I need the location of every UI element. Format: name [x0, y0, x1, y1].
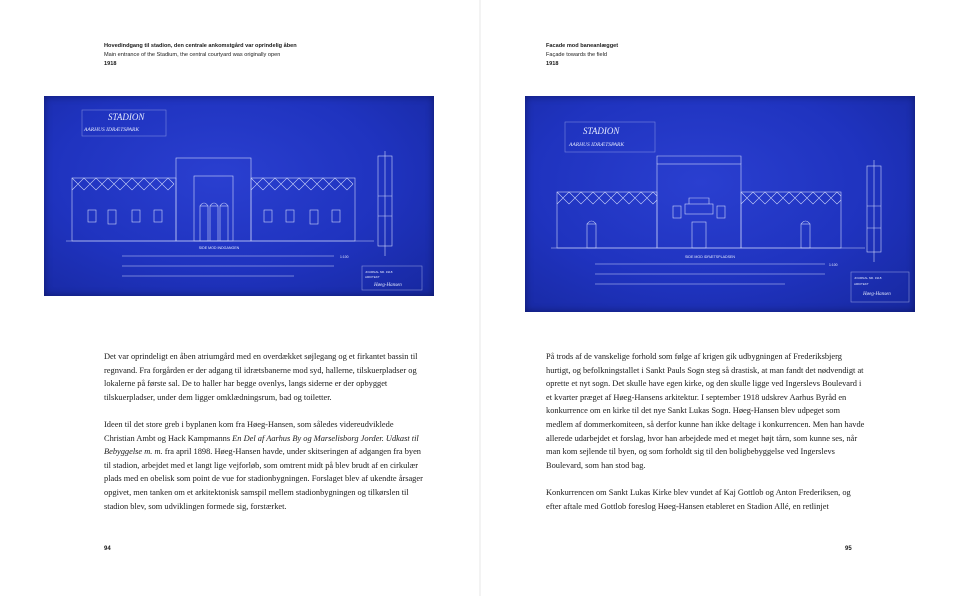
right-blueprint-scale: 1:100	[829, 263, 838, 267]
left-paragraph-2-text-b: fra april 1898. Høeg-Hansen havde, under skitseringen af adgangen fra byen til stadion, arbejdet med et langt lige vejforløb, som omtrent midt på blev brudt af en cirkulær plads med en obelisk som point de vue for stadionbygningen. Forslaget blev af ukendte årsager opgivet, men tanken om et arkitektonisk samspil mellem stadionbygningen og tilkørslen til stadion blev, som udviklingen formede sig, forstærket.	[104, 447, 423, 511]
left-blueprint-drawing	[44, 96, 434, 296]
left-caption	[104, 42, 297, 69]
left-blueprint-title: STADION	[108, 112, 145, 122]
right-page-number: 95	[845, 546, 852, 552]
left-blueprint-stamp-2: ARKITEKT	[365, 275, 380, 279]
right-caption	[546, 42, 618, 69]
left-paragraph-2	[104, 418, 426, 513]
left-blueprint-stamp-1: JOURNAL NR. 1918	[365, 270, 393, 274]
left-paragraph-2-book-title: En Del af Aarhus By og Marselisborg Jorder. Udkast til Bebyggelse m. m.	[104, 433, 419, 457]
left-blueprint-signature: Høeg-Hansen	[374, 283, 402, 288]
left-body-text	[104, 350, 426, 527]
right-caption-subtitle: Façade towards the field	[546, 52, 607, 58]
right-blueprint-elevation-label: SIDE MOD IDRÆTSPLADSEN	[685, 255, 735, 259]
right-page	[480, 0, 960, 596]
left-caption-year: 1918	[104, 61, 117, 67]
right-blueprint-stamp-1: JOURNAL NR. 1918	[854, 276, 882, 280]
right-caption-year: 1918	[546, 61, 559, 67]
right-blueprint-image	[525, 96, 915, 312]
left-blueprint-scale: 1:100	[340, 255, 349, 259]
left-blueprint-elevation-label: SIDE MOD INDGANGEN	[198, 246, 240, 250]
right-blueprint-stamp-2: ARKITEKT	[854, 282, 869, 286]
right-body-text	[546, 350, 866, 527]
left-caption-title: Hovedindgang til stadion, den centrale ankomstgård var oprindelig åben	[104, 43, 297, 49]
right-paragraph-1: På trods af de vanskelige forhold som følge af krigen gik udbygningen af Frederiksbjerg hurtigt, og befolkningstallet i Sankt Pauls Sogn steg så drastisk, at man fandt det nødvendigt at oprette et nyt sogn. Det skulle have egen kirke, og den skulle ligge ved Ingerslevs Boulevard i et kvarter præget af Høeg-Hansens arkitektur. I september 1918 udskrev Aarhus Byråd en konkurrence om en kirke til det nye Sankt Lukas Sogn. Høeg-Hansen blev udpeget som medlem af dommerkomiteen, så derfor kunne han ikke deltage i konkurrencen. Men han havde allerede udarbejdet et forslag, hvor han arbejdede med et meget højt tårn, som kunne ses, når man kom sejlende til byen, og som forholdt sig til den boligbebyggelse ved Ingerslevs Boulevard, som han stod bag.	[546, 352, 865, 470]
left-paragraph-2-text-a: Ideen til det store greb i byplanen kom fra Høeg-Hansen, som således videreudviklede Christian Ambt og Hack Kampmanns	[104, 419, 394, 443]
right-blueprint-drawing	[525, 96, 915, 312]
left-caption-subtitle: Main entrance of the Stadium, the central courtyard was originally open	[104, 52, 281, 58]
right-paragraph-2: Konkurrencen om Sankt Lukas Kirke blev vundet af Kaj Gottlob og Anton Frederiksen, og efter aftale med Gottlob foreslog Høeg-Hansen etableret en Stadion Allé, en retlinjet	[546, 487, 851, 511]
right-blueprint-subtitle: AARHUS IDRÆTSPARK	[569, 142, 625, 148]
right-blueprint-signature: Høeg-Hansen	[863, 292, 891, 297]
left-blueprint-subtitle: AARHUS IDRÆTSPARK	[84, 127, 140, 133]
left-blueprint-image	[44, 96, 434, 296]
left-paragraph-1: Det var oprindeligt en åben atriumgård med en overdækket søjlegang og et firkantet bassin til regnvand. Fra forgården er der adgang til idrætsbanerne mod syd, hallerne, tilskuerpladser og lokalerne på første sal. De to haller har begge ovenlys, langs siderne er der opbygget tilskuerpladser, under dem ligger omklædningsrum, bad og toiletter.	[104, 352, 418, 402]
right-caption-title: Facade mod baneanlægget	[546, 43, 619, 49]
left-page-number: 94	[104, 546, 111, 552]
right-blueprint-title: STADION	[583, 126, 620, 136]
